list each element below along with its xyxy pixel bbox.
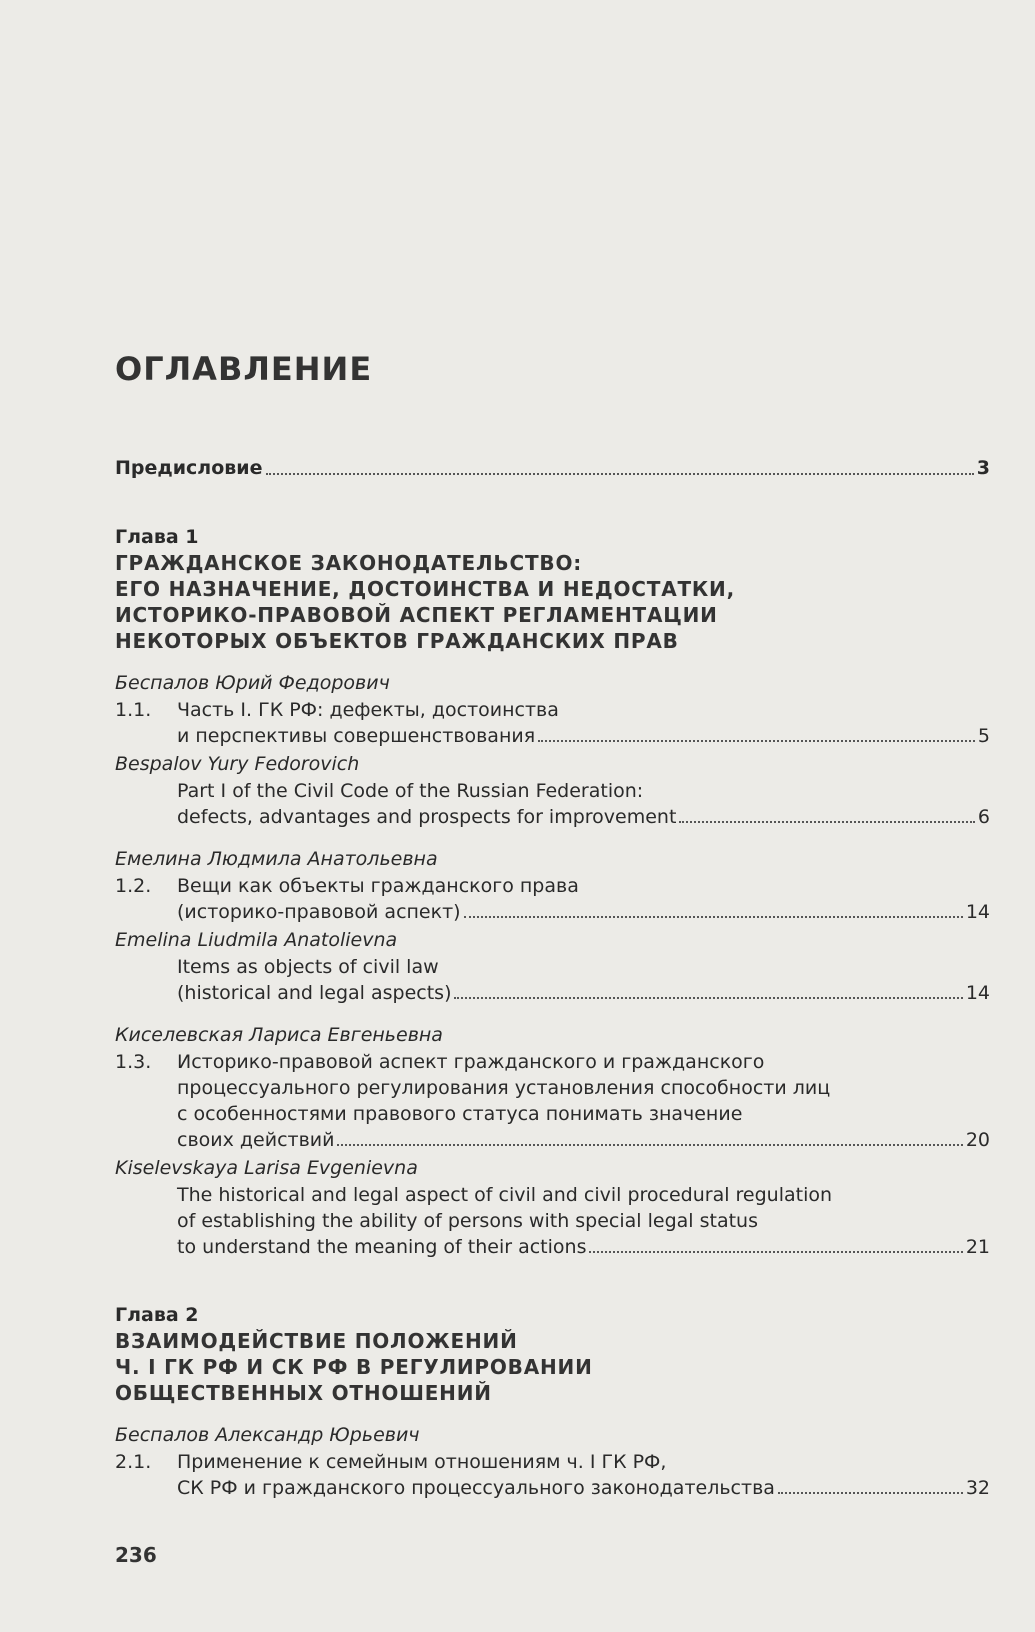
entry-line: Историко-правовой аспект гражданского и гражданского: [177, 1051, 765, 1073]
leader-dots: [778, 1492, 963, 1494]
leader-dots: [337, 1144, 962, 1146]
section-number: 1.3.: [115, 1051, 152, 1073]
author-en: Bespalov Yury Fedorovich: [115, 753, 360, 775]
author-ru: Беспалов Александр Юрьевич: [115, 1424, 420, 1446]
chapter-2-head: Глава 2: [115, 1304, 199, 1326]
entry-page: 5: [977, 725, 990, 747]
chapter-title-line: ГРАЖДАНСКОЕ ЗАКОНОДАТЕЛЬСТВО:: [115, 551, 583, 575]
toc-entry-1-1-en[interactable]: [115, 778, 990, 830]
entry-line: of establishing the ability of persons with special legal status: [177, 1210, 758, 1232]
toc-entry-1-3-en[interactable]: [115, 1182, 990, 1260]
entry-line: The historical and legal aspect of civil and civil procedural regulation: [177, 1184, 833, 1206]
entry-line: с особенностями правового статуса понимать значение: [177, 1103, 743, 1125]
entry-line: Применение к семейным отношениям ч. I ГК РФ,: [177, 1451, 667, 1473]
chapter-1-head: Глава 1: [115, 526, 199, 548]
entry-page: 14: [965, 982, 990, 1004]
entry-line: (историко-правовой аспект): [177, 901, 461, 923]
table-of-contents: [115, 455, 990, 1501]
chapter-title-line: ОБЩЕСТВЕННЫХ ОТНОШЕНИЙ: [115, 1381, 492, 1405]
section-number: 1.2.: [115, 875, 152, 897]
section-number: 2.1.: [115, 1451, 152, 1473]
leader-dots: [538, 740, 975, 742]
entry-label: Предисловие: [115, 457, 263, 479]
entry-line: процессуального регулирования установления способности лиц: [177, 1077, 831, 1099]
author-en: Kiselevskaya Larisa Evgenievna: [115, 1157, 418, 1179]
section-number: 1.1.: [115, 699, 152, 721]
entry-page: 20: [965, 1129, 990, 1151]
toc-entry-1-1-ru[interactable]: [115, 697, 990, 749]
leader-dots: [589, 1251, 962, 1253]
toc-entry-1-2-ru[interactable]: [115, 873, 990, 925]
author-ru: Емелина Людмила Анатольевна: [115, 848, 438, 870]
leader-dots: [679, 821, 974, 823]
entry-line: Часть I. ГК РФ: дефекты, достоинства: [177, 699, 559, 721]
entry-line: и перспективы совершенствования: [177, 725, 536, 747]
entry-line: Items as objects of civil law: [177, 956, 439, 978]
page-number: 236: [115, 1543, 157, 1567]
entry-page: 6: [977, 806, 990, 828]
author-ru: Киселевская Лариса Евгеньевна: [115, 1024, 443, 1046]
toc-entry-1-3-ru[interactable]: [115, 1049, 990, 1153]
entry-line: Вещи как объекты гражданского права: [177, 875, 579, 897]
entry-line: своих действий: [177, 1129, 335, 1151]
toc-entry-2-1-ru[interactable]: [115, 1449, 990, 1501]
page-title: ОГЛАВЛЕНИЕ: [115, 350, 373, 388]
entry-line: to understand the meaning of their actions: [177, 1236, 587, 1258]
chapter-2-title[interactable]: [115, 1328, 990, 1406]
entry-page: 3: [976, 457, 990, 479]
entry-line: СК РФ и гражданского процессуального законодательства: [177, 1477, 775, 1499]
chapter-title-line: ЕГО НАЗНАЧЕНИЕ, ДОСТОИНСТВА И НЕДОСТАТКИ,: [115, 577, 735, 601]
chapter-title-line: ВЗАИМОДЕЙСТВИЕ ПОЛОЖЕНИЙ: [115, 1329, 518, 1353]
chapter-title-line: Ч. I ГК РФ И СК РФ В РЕГУЛИРОВАНИИ: [115, 1355, 593, 1379]
entry-page: 21: [965, 1236, 990, 1258]
author-en: Emelina Liudmila Anatolievna: [115, 929, 398, 951]
entry-line: Part I of the Civil Code of the Russian Federation:: [177, 780, 644, 802]
author-ru: Беспалов Юрий Федорович: [115, 672, 390, 694]
entry-page: 32: [965, 1477, 990, 1499]
entry-line: (historical and legal aspects): [177, 982, 452, 1004]
toc-entry-preface[interactable]: [115, 455, 990, 482]
leader-dots: [266, 473, 974, 475]
chapter-title-line: ИСТОРИКО-ПРАВОВОЙ АСПЕКТ РЕГЛАМЕНТАЦИИ: [115, 603, 718, 627]
leader-dots: [464, 916, 963, 918]
chapter-title-line: НЕКОТОРЫХ ОБЪЕКТОВ ГРАЖДАНСКИХ ПРАВ: [115, 629, 679, 653]
entry-page: 14: [965, 901, 990, 923]
toc-entry-1-2-en[interactable]: [115, 954, 990, 1006]
entry-line: defects, advantages and prospects for improvement: [177, 806, 677, 828]
leader-dots: [454, 997, 962, 999]
chapter-1-title[interactable]: [115, 550, 990, 654]
